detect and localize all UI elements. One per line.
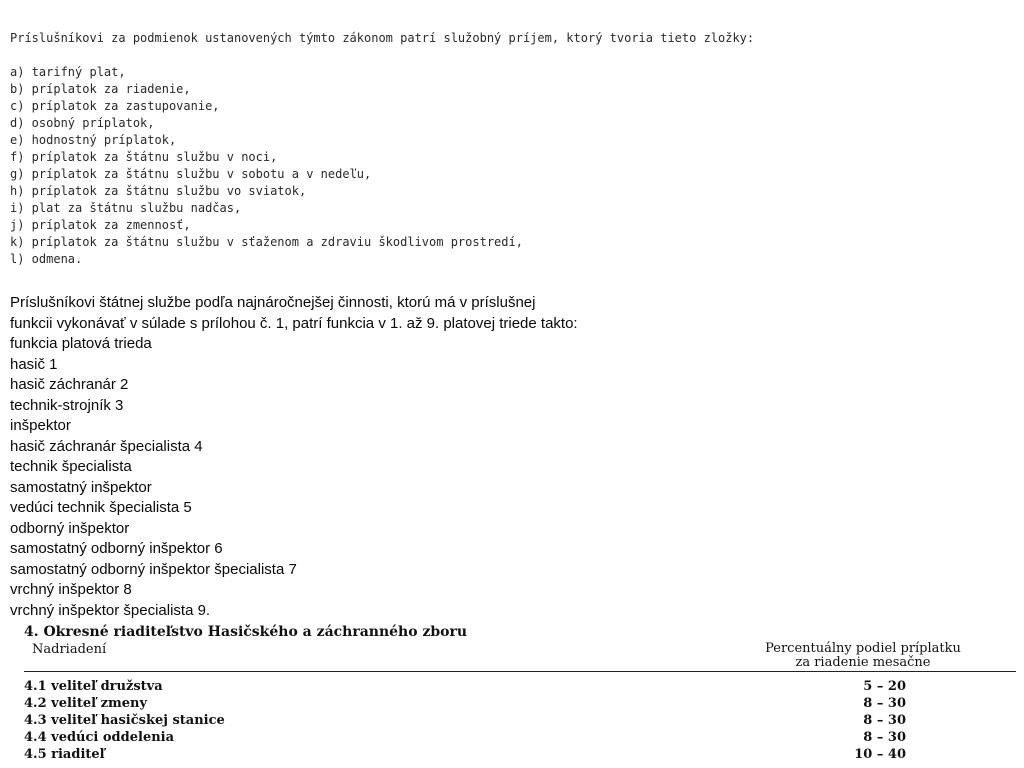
list-item: funkcia platová trieda — [10, 335, 152, 352]
row-position: 4.2 veliteľ zmeny — [24, 696, 147, 711]
list-item: hasič 1 — [10, 355, 58, 373]
list-item: samostatný odborný inšpektor špecialista 7 — [10, 560, 297, 578]
classes-paragraph-line-2: funkcii vykonávať v súlade s prílohou č. 1, patrí funkcia v 1. až 9. platovej triede takto: — [10, 314, 578, 332]
list-item: c) príplatok za zastupovanie, — [10, 99, 220, 113]
list-item: f) príplatok za štátnu službu v noci, — [10, 150, 278, 164]
list-item: samostatný inšpektor — [10, 478, 152, 496]
table-row — [24, 679, 1016, 696]
header-percentage-line-1: Percentuálny podiel príplatku — [765, 641, 961, 656]
list-item: j) príplatok za zmennosť, — [10, 218, 191, 232]
table-row — [24, 713, 1016, 730]
list-item: g) príplatok za štátnu službu v sobotu a v nedeľu, — [10, 167, 372, 181]
classes-paragraph-line-1: Príslušníkovi štátnej službe podľa najnáročnejšej činnosti, ktorú má v príslušnej — [10, 294, 536, 311]
row-position: 4.3 veliteľ hasičskej stanice — [24, 713, 225, 728]
row-percentage: 8 – 30 — [863, 713, 906, 728]
table-title: 4. Okresné riaditeľstvo Hasičského a záchranného zboru — [24, 624, 468, 640]
table-row — [24, 747, 1016, 764]
list-item: d) osobný príplatok, — [10, 116, 155, 130]
list-item: a) tarifný plat, — [10, 65, 126, 79]
list-item: hasič záchranár špecialista 4 — [10, 437, 203, 455]
pay-classes-list — [10, 334, 1010, 621]
list-item: vedúci technik špecialista 5 — [10, 499, 192, 516]
header-percentage-line-2: za riadenie mesačne — [795, 655, 931, 670]
list-item: h) príplatok za štátnu službu vo sviatok, — [10, 184, 307, 198]
table-row — [24, 696, 1016, 713]
list-item: samostatný odborný inšpektor 6 — [10, 540, 223, 557]
list-item: b) príplatok za riadenie, — [10, 82, 191, 96]
row-percentage: 10 – 40 — [854, 747, 906, 762]
row-percentage: 5 – 20 — [863, 679, 906, 694]
list-item: vrchný inšpektor špecialista 9. — [10, 601, 211, 619]
management-allowance-table — [24, 624, 1016, 764]
table-row — [24, 730, 1016, 747]
list-item: vrchný inšpektor 8 — [10, 581, 132, 598]
row-position: 4.4 vedúci oddelenia — [24, 730, 175, 745]
table-body — [24, 672, 1016, 764]
list-item: hasič záchranár 2 — [10, 376, 129, 393]
components-list — [10, 64, 1010, 268]
pay-classes-section — [10, 293, 1010, 621]
list-item: inšpektor — [10, 417, 71, 434]
list-item: technik-strojník 3 — [10, 396, 124, 414]
list-item: e) hodnostný príplatok, — [10, 133, 177, 147]
row-position: 4.5 riaditeľ — [24, 747, 105, 762]
table-header — [24, 641, 1016, 672]
components-list-section — [10, 30, 1010, 268]
list-item: odborný inšpektor — [10, 519, 130, 537]
header-superiors: Nadriadení — [32, 642, 107, 657]
row-position: 4.1 veliteľ družstva — [24, 679, 163, 694]
row-percentage: 8 – 30 — [863, 696, 906, 711]
list-item: k) príplatok za štátnu službu v sťaženom a zdraviu škodlivom prostredí, — [10, 235, 523, 249]
list-item: technik špecialista — [10, 458, 132, 475]
components-intro: Príslušníkovi za podmienok ustanovených týmto zákonom patrí služobný príjem, ktorý tvoria tieto zložky: — [10, 31, 755, 45]
header-percentage — [728, 642, 998, 670]
row-percentage: 8 – 30 — [863, 730, 906, 745]
list-item: l) odmena. — [10, 252, 83, 266]
list-item: i) plat za štátnu službu nadčas, — [10, 201, 242, 215]
